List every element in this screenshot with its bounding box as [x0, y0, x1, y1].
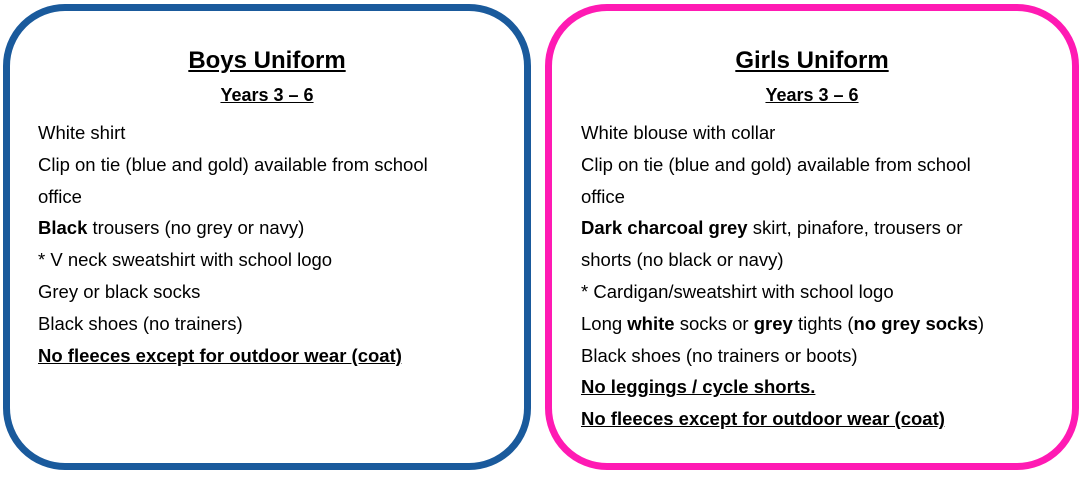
item-text-segment: No leggings / cycle shorts.: [581, 376, 816, 398]
uniform-list-item: [581, 212, 1051, 244]
item-text-segment: no grey socks: [853, 312, 978, 334]
girls-uniform-title: Girls Uniform: [735, 47, 889, 74]
item-text-segment: * Cardigan/sweatshirt with school logo: [581, 280, 894, 302]
boys-uniform-list: [38, 117, 508, 371]
item-text-segment: No fleeces except for outdoor wear (coat): [581, 408, 945, 430]
uniform-list-item: [581, 340, 1051, 372]
girls-uniform-card: [545, 4, 1079, 470]
item-text-segment: Grey or black socks: [38, 280, 201, 302]
item-text-segment: white: [627, 312, 675, 334]
item-text-segment: Dark charcoal grey: [581, 217, 748, 239]
uniform-list-item: [38, 244, 508, 276]
item-text-segment: White blouse with collar: [581, 122, 776, 143]
boys-uniform-title: Boys Uniform: [188, 47, 346, 74]
uniform-list-item: [581, 117, 1051, 149]
item-text-segment: office: [38, 185, 82, 207]
uniform-list-item: [581, 276, 1051, 308]
uniform-list-item: [38, 181, 508, 213]
item-text-segment: grey: [753, 312, 793, 334]
uniform-list-item: [581, 244, 1051, 276]
item-text-segment: Clip on tie (blue and gold) available from school: [581, 153, 971, 175]
uniform-list-item: [38, 308, 508, 340]
uniform-list-item: [38, 276, 508, 308]
boys-years-subtitle: Years 3 – 6: [220, 85, 314, 105]
item-text-segment: No fleeces except for outdoor wear (coat): [38, 344, 402, 366]
boys-uniform-card: [3, 4, 531, 470]
item-text-segment: Black shoes (no trainers or boots): [581, 344, 858, 366]
uniform-list-item: [581, 308, 1051, 340]
uniform-list-item: [38, 212, 508, 244]
uniform-list-item: [581, 403, 1051, 435]
item-text-segment: * V neck sweatshirt with school logo: [38, 249, 333, 271]
item-text-segment: socks or: [674, 312, 754, 334]
item-text-segment: White shirt: [38, 122, 126, 143]
item-text-segment: ): [977, 312, 985, 334]
item-text-segment: tights (: [792, 312, 854, 334]
item-text-segment: Long: [581, 312, 628, 334]
uniform-list-item: [38, 340, 508, 372]
uniform-list-item: [38, 149, 508, 181]
uniform-list-item: [581, 371, 1051, 403]
item-text-segment: Black shoes (no trainers): [38, 312, 243, 334]
item-text-segment: skirt, pinafore, trousers or: [747, 217, 963, 239]
uniform-list-item: [38, 117, 508, 149]
uniform-list-item: [581, 181, 1051, 213]
girls-years-subtitle: Years 3 – 6: [765, 85, 859, 105]
uniform-list-item: [581, 149, 1051, 181]
item-text-segment: office: [581, 185, 625, 207]
item-text-segment: Black: [38, 217, 88, 239]
girls-uniform-list: [581, 117, 1051, 435]
item-text-segment: trousers (no grey or navy): [87, 217, 305, 239]
item-text-segment: Clip on tie (blue and gold) available from school: [38, 153, 428, 175]
item-text-segment: shorts (no black or navy): [581, 249, 784, 271]
